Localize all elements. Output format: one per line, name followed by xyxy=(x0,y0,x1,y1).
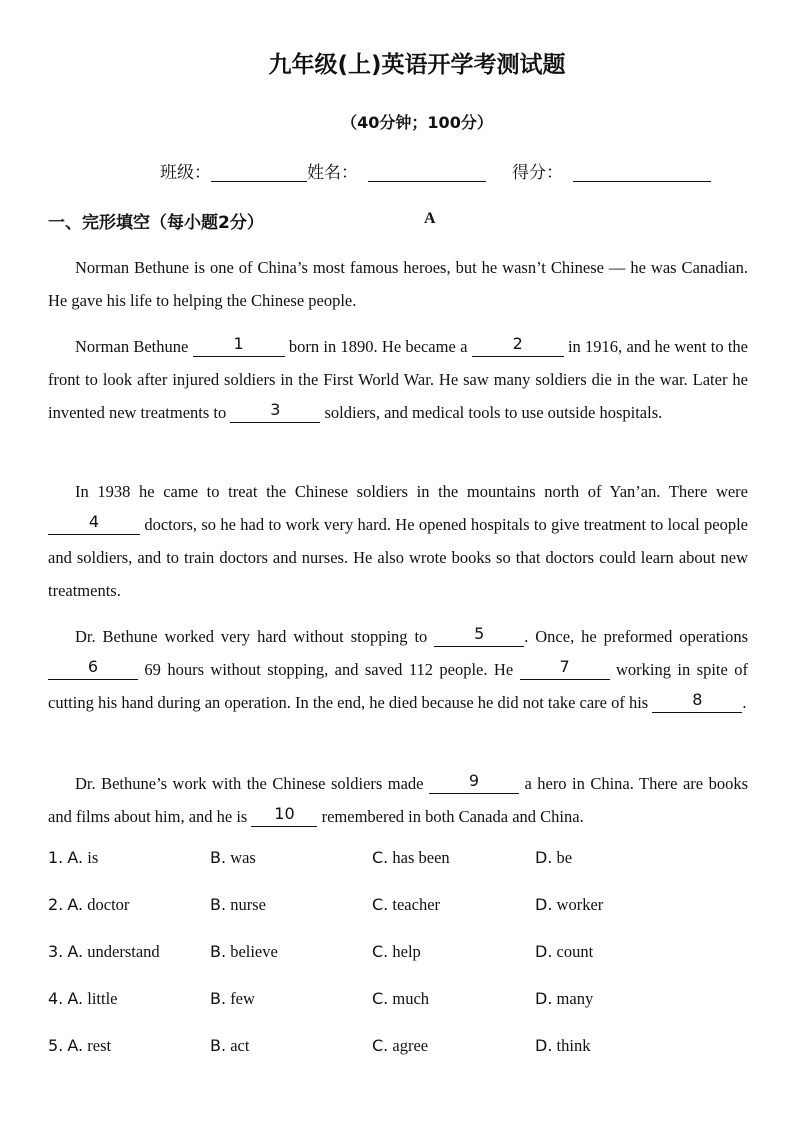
paragraph-2-text: born in 1890. He became a xyxy=(284,337,472,356)
blank-8[interactable] xyxy=(652,690,742,713)
blank-6[interactable] xyxy=(48,657,138,680)
option-text: help xyxy=(392,942,421,961)
option-5c[interactable] xyxy=(372,1036,428,1056)
option-text: act xyxy=(230,1036,250,1055)
option-key: B. xyxy=(210,895,227,914)
option-key: B. xyxy=(210,1036,227,1055)
blank-5[interactable] xyxy=(434,624,524,647)
blank-number: 6 xyxy=(87,657,99,676)
option-text: nurse xyxy=(230,895,266,914)
question-row-2 xyxy=(48,895,748,942)
blank-number: 7 xyxy=(559,657,570,676)
name-label: 姓名： xyxy=(307,163,358,183)
question-number: 5. xyxy=(48,1036,64,1055)
option-text: many xyxy=(556,989,594,1008)
option-key: C. xyxy=(372,1036,389,1055)
answer-options xyxy=(48,848,748,1083)
option-3b[interactable] xyxy=(210,942,278,962)
option-2c[interactable] xyxy=(372,895,440,915)
blank-10[interactable] xyxy=(251,804,317,827)
option-1a[interactable] xyxy=(48,848,98,868)
name-field[interactable] xyxy=(368,163,486,182)
option-key: D. xyxy=(535,942,553,961)
paragraph-4 xyxy=(48,620,748,719)
option-text: worker xyxy=(556,895,604,914)
paragraph-2-text: soldiers, and medical tools to use outside hospitals. xyxy=(320,403,663,422)
paragraph-5-text: remembered in both Canada and China. xyxy=(317,807,584,826)
option-key: A. xyxy=(67,895,84,914)
section-heading: 一、完形填空（每小题2分） xyxy=(48,213,264,233)
option-1d[interactable] xyxy=(535,848,572,868)
class-label: 班级： xyxy=(160,163,211,183)
blank-number: 2 xyxy=(512,334,523,353)
option-4a[interactable] xyxy=(48,989,118,1009)
option-text: is xyxy=(87,848,99,867)
option-key: A. xyxy=(67,989,84,1008)
option-text: little xyxy=(87,989,118,1008)
question-row-3 xyxy=(48,942,748,989)
option-key: D. xyxy=(535,895,553,914)
option-5b[interactable] xyxy=(210,1036,249,1056)
paragraph-4-text: Dr. Bethune worked very hard without stopping to xyxy=(75,627,435,646)
option-2b[interactable] xyxy=(210,895,266,915)
score-label: 得分： xyxy=(512,163,563,183)
blank-4[interactable] xyxy=(48,512,140,535)
option-5d[interactable] xyxy=(535,1036,590,1056)
option-text: believe xyxy=(230,942,278,961)
option-2d[interactable] xyxy=(535,895,603,915)
option-key: B. xyxy=(210,942,227,961)
option-key: B. xyxy=(210,989,227,1008)
option-2a[interactable] xyxy=(48,895,129,915)
option-text: has been xyxy=(392,848,450,867)
paragraph-4-text: . Once, he preformed operations xyxy=(524,627,748,646)
paragraph-3-text: doctors, so he had to work very hard. He opened hospitals to give treatment to local people and soldiers, and to train doctors and nurses. He also wrote books so that doctors could learn about new treatments. xyxy=(48,515,748,600)
paragraph-2-text: Norman Bethune xyxy=(75,337,193,356)
option-text: count xyxy=(556,942,594,961)
option-key: C. xyxy=(372,942,389,961)
page-title: 九年级(上)英语开学考测试题 xyxy=(268,52,566,78)
blank-number: 4 xyxy=(88,512,100,531)
paragraph-1: Norman Bethune is one of China’s most famous heroes, but he wasn’t Chinese — he was Canadian. He gave his life to helping the Chinese people. xyxy=(48,258,748,310)
blank-1[interactable] xyxy=(193,334,285,357)
paragraph-2 xyxy=(48,330,748,429)
paragraph-5-text: Dr. Bethune’s work with the Chinese soldiers made xyxy=(75,774,429,793)
paragraph-5-text: a hero in China. There are books and films about him, and he is xyxy=(48,774,749,826)
option-4c[interactable] xyxy=(372,989,429,1009)
passage-label: A xyxy=(424,210,436,227)
option-3a[interactable] xyxy=(48,942,160,962)
option-text: teacher xyxy=(392,895,441,914)
option-text: agree xyxy=(392,1036,429,1055)
option-key: A. xyxy=(67,848,84,867)
exam-duration-score: （40分钟；100分） xyxy=(341,113,493,132)
option-text: much xyxy=(392,989,430,1008)
option-3d[interactable] xyxy=(535,942,593,962)
question-number: 4. xyxy=(48,989,64,1008)
option-key: C. xyxy=(372,989,389,1008)
paragraph-3 xyxy=(48,475,748,607)
option-key: C. xyxy=(372,895,389,914)
option-key: D. xyxy=(535,989,553,1008)
question-number: 2. xyxy=(48,895,64,914)
paragraph-4-text: . xyxy=(742,693,747,712)
question-row-1 xyxy=(48,848,748,895)
paragraph-2-text: in 1916, and he went to the front to look after injured soldiers in the First World War. He saw many soldiers die in the war. Later he invented new treatments to xyxy=(48,337,749,422)
option-text: be xyxy=(556,848,573,867)
blank-3[interactable] xyxy=(230,400,320,423)
option-text: rest xyxy=(87,1036,112,1055)
option-key: A. xyxy=(67,1036,84,1055)
paragraph-5 xyxy=(48,767,748,833)
option-text: few xyxy=(230,989,255,1008)
option-key: B. xyxy=(210,848,227,867)
paragraph-4-text: 69 hours without stopping, and saved 112 people. He xyxy=(138,660,520,679)
option-text: was xyxy=(230,848,256,867)
student-info-line xyxy=(160,158,711,183)
blank-number: 1 xyxy=(233,334,244,353)
option-4d[interactable] xyxy=(535,989,593,1009)
option-key: D. xyxy=(535,848,553,867)
question-number: 1. xyxy=(48,848,64,867)
blank-number: 8 xyxy=(692,690,703,709)
question-row-4 xyxy=(48,989,748,1036)
option-text: understand xyxy=(87,942,160,961)
blank-number: 5 xyxy=(474,624,485,643)
blank-2[interactable] xyxy=(472,334,564,357)
option-4b[interactable] xyxy=(210,989,255,1009)
option-1b[interactable] xyxy=(210,848,256,868)
question-number: 3. xyxy=(48,942,64,961)
option-3c[interactable] xyxy=(372,942,421,962)
option-key: C. xyxy=(372,848,389,867)
option-text: think xyxy=(556,1036,591,1055)
option-text: doctor xyxy=(87,895,130,914)
option-5a[interactable] xyxy=(48,1036,111,1056)
paragraph-3-text: In 1938 he came to treat the Chinese soldiers in the mountains north of Yan’an. There were xyxy=(75,482,748,501)
score-field[interactable] xyxy=(573,163,711,182)
option-key: D. xyxy=(535,1036,553,1055)
option-key: A. xyxy=(67,942,84,961)
blank-7[interactable] xyxy=(520,657,610,680)
blank-number: 10 xyxy=(274,804,295,823)
blank-9[interactable] xyxy=(429,771,519,794)
question-row-5 xyxy=(48,1036,748,1083)
paragraph-4-text: working in spite of cutting his hand during an operation. In the end, he died because he did not take care of his xyxy=(48,660,748,712)
blank-number: 3 xyxy=(270,400,281,419)
blank-number: 9 xyxy=(468,771,480,790)
option-1c[interactable] xyxy=(372,848,450,868)
class-field[interactable] xyxy=(211,163,307,182)
